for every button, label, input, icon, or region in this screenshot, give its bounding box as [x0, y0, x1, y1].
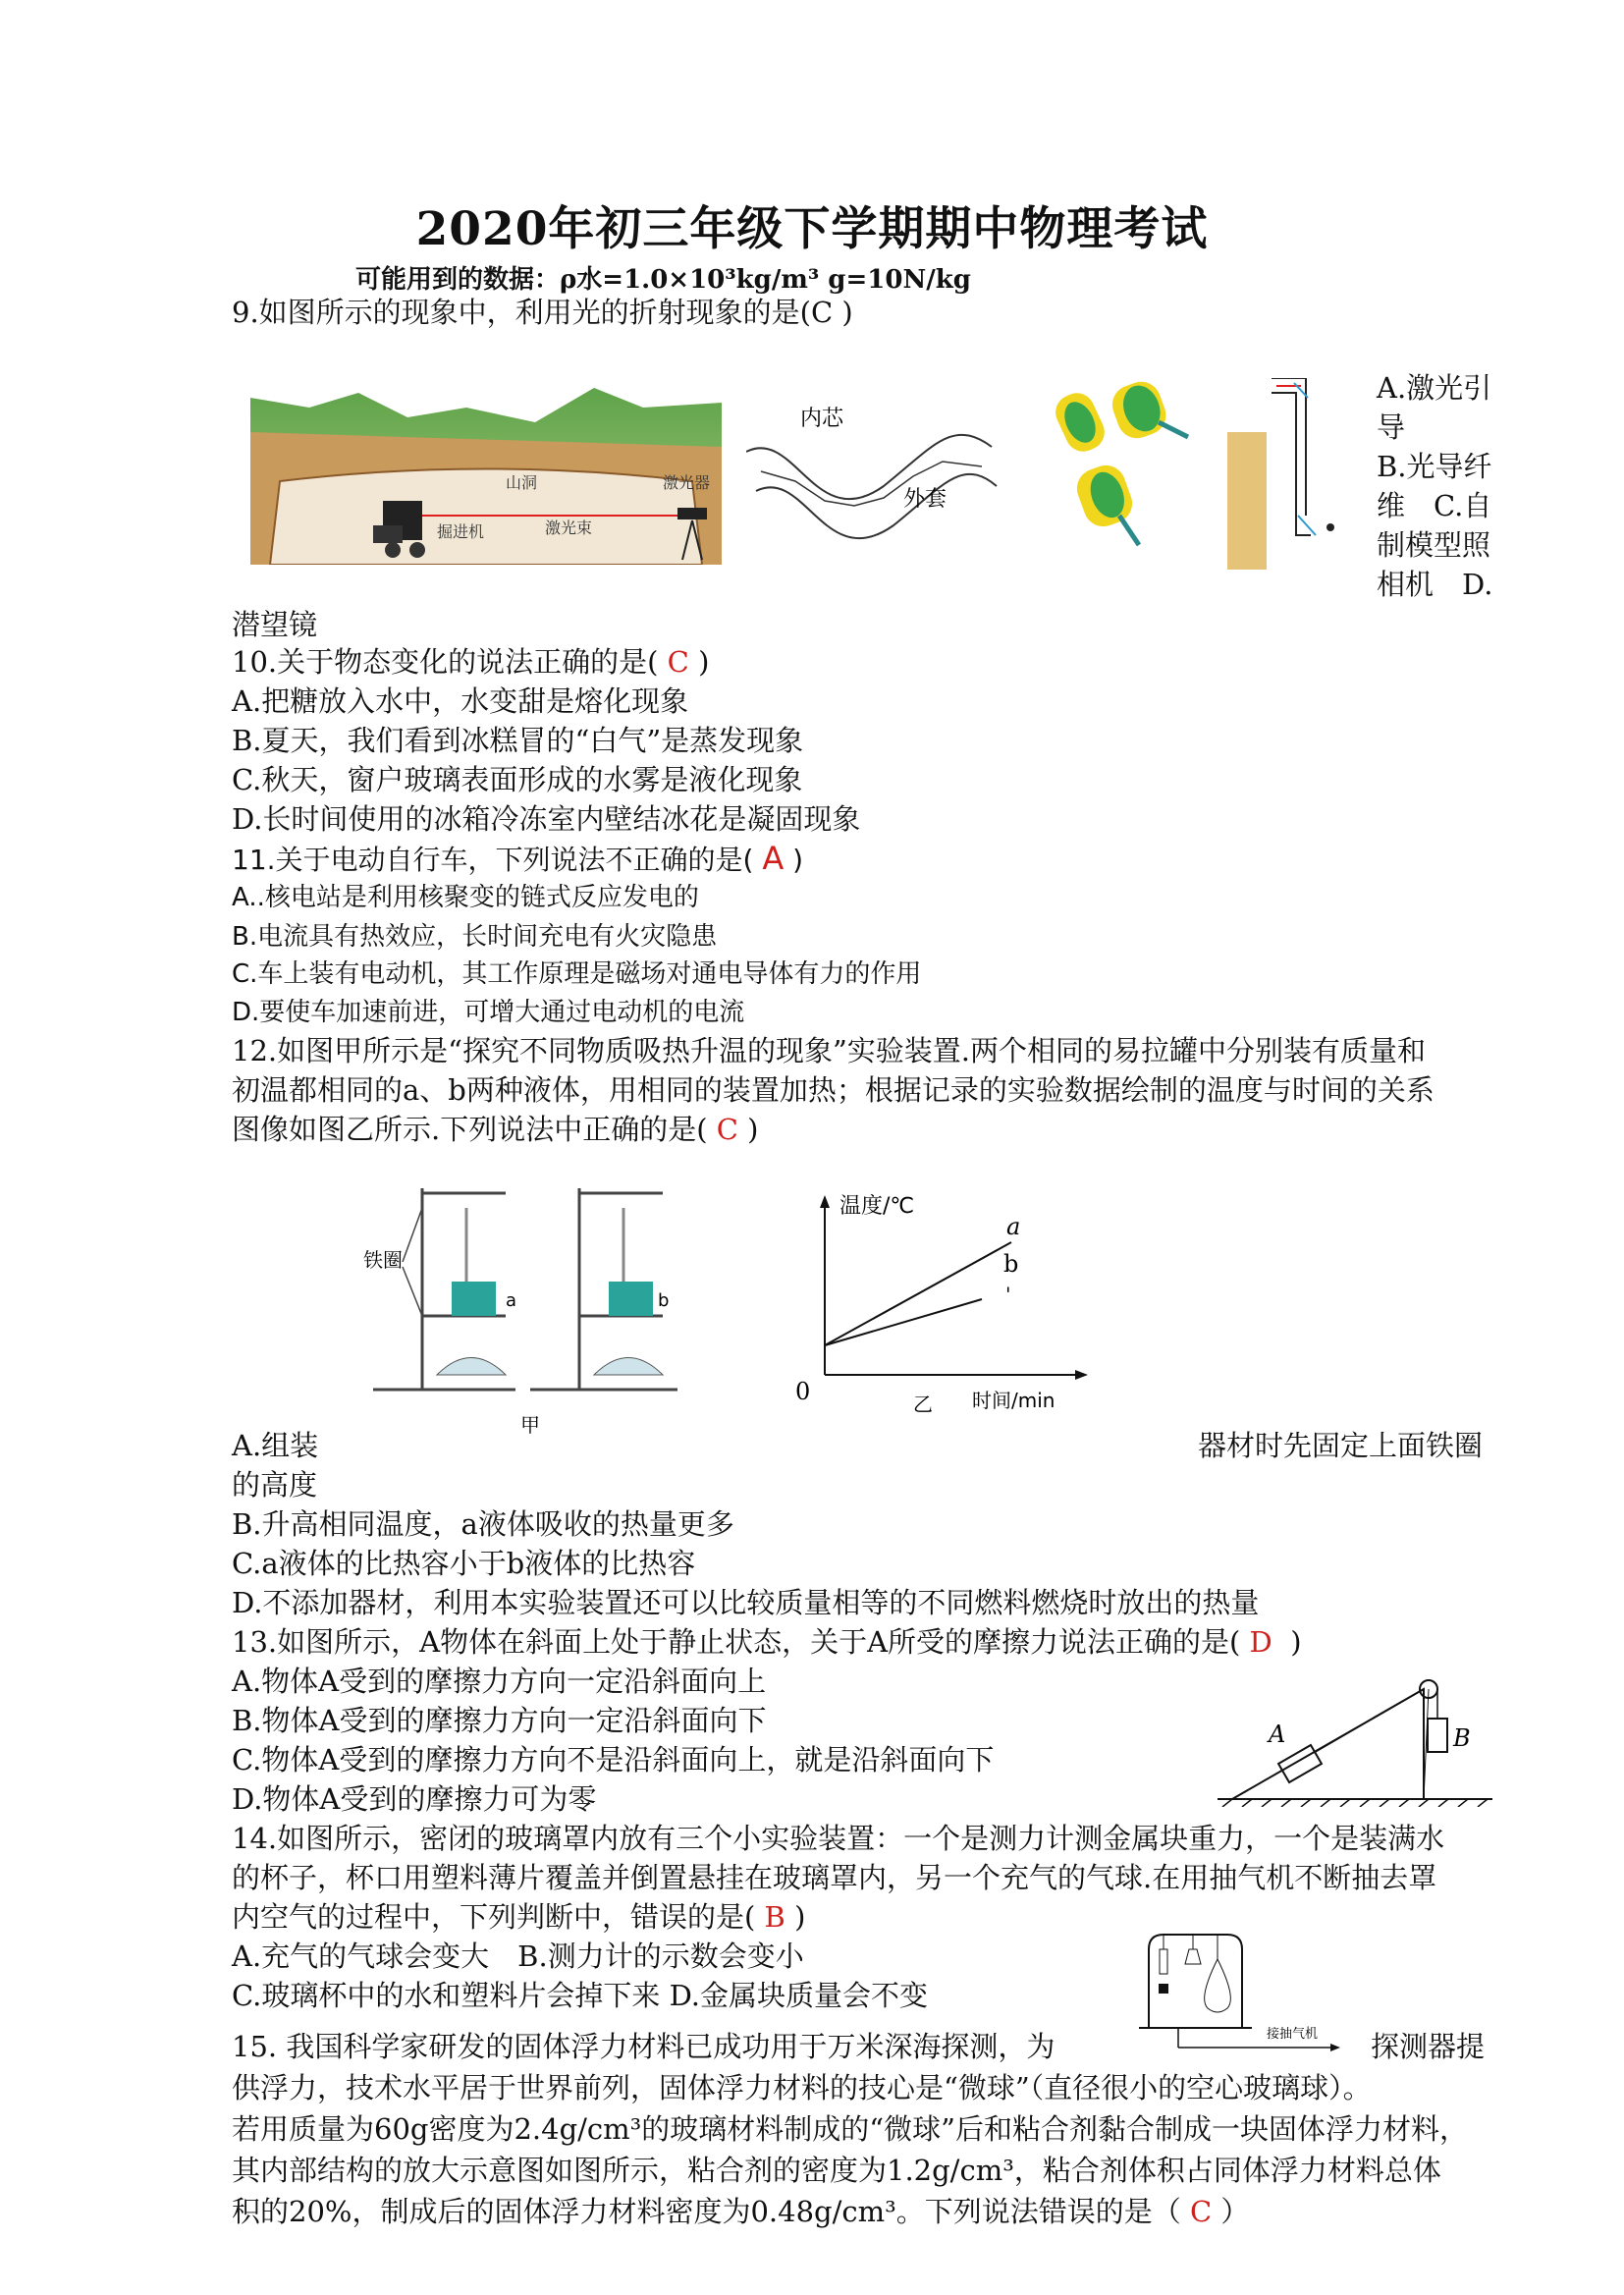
q9-option-line-1: A.激光引 [1377, 371, 1492, 405]
q11-option-a: A..核电站是利用核聚变的链式反应发电的 [232, 883, 699, 912]
line-b-label: b [1003, 1250, 1019, 1278]
q11-option-b: B.电流具有热效应，长时间充电有火灾隐患 [232, 922, 718, 952]
q13-figure-incline [1208, 1660, 1502, 1807]
q12-option-a-right: 器材时先固定上面铁圈 [1198, 1429, 1484, 1462]
q11-stem: 11.关于电动自行车，下列说法不正确的是( A ) [232, 840, 804, 877]
q12-stem-line-2: 初温都相同的a、b两种液体，用相同的装置加热；根据记录的实验数据绘制的温度与时间的关系 [232, 1073, 1435, 1107]
q10-stem: 10.关于物态变化的说法正确的是( C ) [232, 645, 710, 679]
q9-option-line-4: 维 C.自 [1377, 489, 1492, 522]
label-core: 内芯 [800, 407, 844, 431]
q15-line-4: 其内部结构的放大示意图如图所示，粘合剂的密度为1.2g/cm³，粘合剂体积占同体浮力材料总体 [232, 2154, 1441, 2187]
label-sheath: 外套 [903, 487, 947, 512]
q15-answer: C [1189, 2195, 1213, 2228]
q9-figure-model-camera [1041, 368, 1208, 555]
page-title: 2020年初三年级下学期期中物理考试 [415, 202, 1209, 256]
q12-option-a-tail: 的高度 [232, 1468, 318, 1502]
q12-figure-jia [363, 1178, 697, 1444]
q15-line-5: 积的20%，制成后的固体浮力材料密度为0.48g/cm³。下列说法错误的是（ C ） [232, 2195, 1250, 2228]
q13-stem: 13.如图所示，A物体在斜面上处于静止状态，关于A所受的摩擦力说法正确的是( D ) [232, 1625, 1302, 1659]
q14-stem-line-3: 内空气的过程中，下列判断中，错误的是( B ) [232, 1900, 806, 1934]
q12-option-d: D.不添加器材，利用本实验装置还可以比较质量相等的不同燃料燃烧时放出的热量 [232, 1586, 1260, 1619]
q14-answer: B [764, 1900, 785, 1934]
q12-figure-yi-chart [795, 1183, 1110, 1419]
q9-option-line-6: 相机 D. [1377, 568, 1493, 601]
q13-option-a: A.物体A受到的摩擦力方向一定沿斜面向上 [232, 1665, 767, 1698]
label-ring: 铁圈 [363, 1248, 403, 1272]
q15-line-1-right: 探测器提 [1371, 2030, 1486, 2063]
label-machine: 掘进机 [437, 522, 485, 541]
q9-option-line-3: B.光导纤 [1377, 450, 1492, 483]
q14-option-cd: C.玻璃杯中的水和塑料片会掉下来 D.金属块质量会不变 [232, 1979, 929, 2012]
q13-option-d: D.物体A受到的摩擦力可为零 [232, 1782, 597, 1816]
q9-stem: 9.如图所示的现象中，利用光的折射现象的是(C ) [232, 296, 853, 329]
q14-option-ab: A.充气的气球会变大 B.测力计的示数会变小 [232, 1940, 804, 1973]
q13-option-b: B.物体A受到的摩擦力方向一定沿斜面向下 [232, 1704, 767, 1737]
label-B: B [1453, 1724, 1471, 1752]
chart-xlabel: 时间/min [972, 1389, 1056, 1412]
q15-line-1-left: 15. 我国科学家研发的固体浮力材料已成功用于万米深海探测，为 [232, 2030, 1056, 2063]
q14-stem-line-1: 14.如图所示，密闭的玻璃罩内放有三个小实验装置：一个是测力计测金属块重力，一个是装满水 [232, 1822, 1445, 1855]
q13-option-c: C.物体A受到的摩擦力方向不是沿斜面向上，就是沿斜面向下 [232, 1743, 995, 1776]
data-note: 可能用到的数据：ρ水=1.0×10³kg/m³ g=10N/kg [355, 265, 971, 295]
q10-option-d: D.长时间使用的冰箱冷冻室内壁结冰花是凝固现象 [232, 802, 861, 836]
q10-option-c: C.秋天，窗户玻璃表面形成的水雾是液化现象 [232, 763, 803, 796]
q10-option-b: B.夏天，我们看到冰糕冒的“白气”是蒸发现象 [232, 724, 804, 757]
q15-line-2: 供浮力，技术水平居于世界前列，固体浮力材料的技心是“微球”（直径很小的空心玻璃球）。 [232, 2071, 1372, 2104]
label-A: A [1269, 1721, 1286, 1748]
q9-option-line-2: 导 [1377, 410, 1406, 444]
label-tunnel: 山洞 [506, 473, 538, 492]
q12-answer: C [716, 1113, 738, 1146]
label-yi: 乙 [913, 1393, 933, 1416]
label-a: a [506, 1290, 517, 1311]
q13-answer: D [1249, 1625, 1272, 1659]
chart-ylabel: 温度/℃ [839, 1194, 915, 1219]
q9-figure-periscope [1227, 378, 1355, 570]
label-jia: 甲 [520, 1413, 540, 1437]
label-laser: 激光器 [663, 473, 711, 492]
q9-option-line-5: 制模型照 [1377, 528, 1491, 562]
q11-option-c: C.车上装有电动机，其工作原理是磁场对通电导体有力的作用 [232, 959, 922, 989]
q15-line-3: 若用质量为60g密度为2.4g/cm³的玻璃材料制成的“微球”后和粘合剂黏合制成一块固体浮力材料， [232, 2112, 1468, 2146]
q12-stem-line-1: 12.如图甲所示是“探究不同物质吸热升温的现象”实验装置.两个相同的易拉罐中分别装有质量和 [232, 1034, 1426, 1067]
q14-figure-bell-jar [1139, 1930, 1365, 2057]
label-beam: 激光束 [545, 519, 593, 537]
q14-stem-line-2: 的杯子，杯口用塑料薄片覆盖并倒置悬挂在玻璃罩内，另一个充气的气球.在用抽气机不断抽去罩 [232, 1861, 1437, 1894]
q12-option-b: B.升高相同温度，a液体吸收的热量更多 [232, 1507, 734, 1541]
chart-origin: 0 [795, 1378, 811, 1405]
label-b: b [658, 1290, 670, 1311]
line-a-label: a [1006, 1213, 1021, 1240]
q9-option-tail: 潜望镜 [232, 608, 318, 641]
q11-option-d: D.要使车加速前进，可增大通过电动机的电流 [232, 998, 745, 1027]
line-comma: ' [1005, 1283, 1011, 1306]
q12-option-a-left: A.组装 [232, 1429, 319, 1462]
q10-answer: C [667, 645, 689, 679]
q12-stem-line-3: 图像如图乙所示.下列说法中正确的是( C ) [232, 1113, 759, 1146]
q10-option-a: A.把糖放入水中，水变甜是熔化现象 [232, 684, 689, 718]
q11-answer: A [762, 840, 785, 877]
label-pump: 接抽气机 [1267, 2027, 1319, 2042]
q9-figure-laser-tunnel [250, 378, 722, 565]
q12-option-c: C.a液体的比热容小于b液体的比热容 [232, 1547, 696, 1580]
q9-figure-optical-fiber [746, 388, 1001, 545]
